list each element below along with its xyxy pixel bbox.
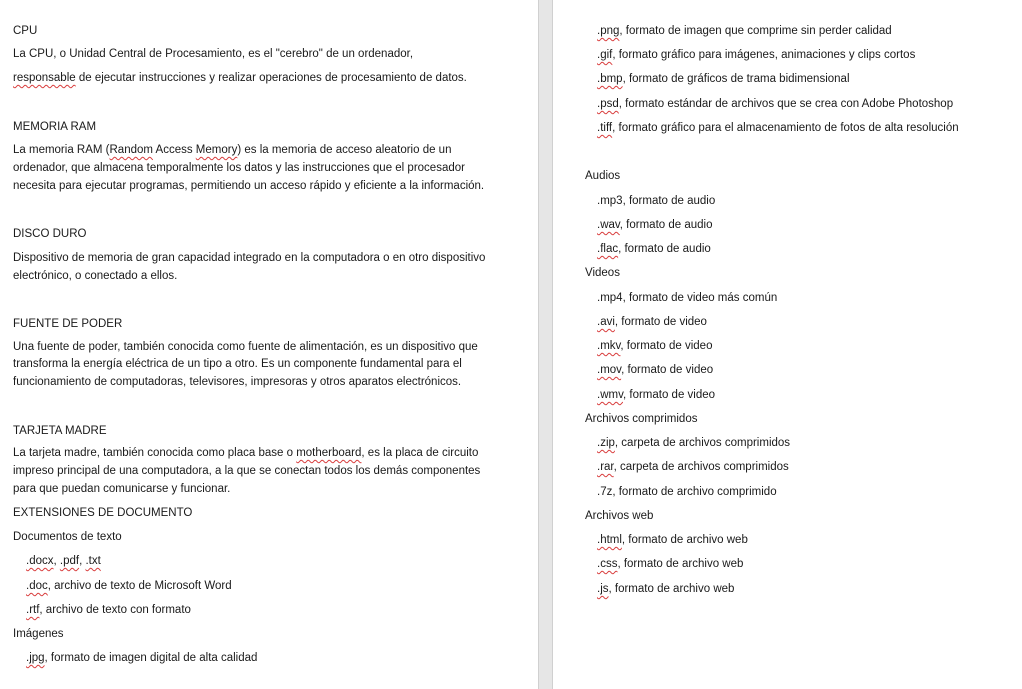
spelling-flag[interactable]: .wav	[597, 219, 620, 231]
spelling-flag[interactable]: .gif	[597, 49, 613, 61]
spelling-flag[interactable]: responsable	[13, 72, 76, 84]
css-line: .css, formato de archivo web	[597, 558, 744, 570]
cpu-text-line-2: responsable de ejecutar instrucciones y realizar operaciones de procesamiento de datos.	[13, 72, 467, 84]
doc-line: .doc, archivo de texto de Microsoft Word	[26, 580, 232, 592]
spelling-flag[interactable]: Random	[109, 144, 153, 156]
spelling-flag[interactable]: .png	[597, 25, 620, 37]
spelling-flag[interactable]: .txt	[85, 555, 101, 567]
audios-label: Audios	[585, 170, 621, 182]
mkv-line: .mkv, formato de video	[597, 340, 713, 352]
ram-text-line-1: La memoria RAM (Random Access Memory) es la memoria de acceso aleatorio de un	[13, 144, 452, 156]
disco-text-line-1: Dispositivo de memoria de gran capacidad integrado en la computadora o en otro dispositivo	[13, 252, 486, 264]
extensiones-heading: EXTENSIONES DE DOCUMENTO	[13, 507, 193, 519]
zip-line: .zip, carpeta de archivos comprimidos	[597, 437, 791, 449]
disco-text-line-2: electrónico, o conectado a ellos.	[13, 270, 178, 282]
wav-line: .wav, formato de audio	[597, 219, 713, 231]
bmp-line: .bmp, formato de gráficos de trama bidimensional	[597, 73, 850, 85]
ram-text-line-3: necesita para ejecutar programas, permitiendo un acceso rápido y eficiente a la información.	[13, 180, 485, 192]
rtf-line: .rtf, archivo de texto con formato	[26, 604, 191, 616]
spelling-flag[interactable]: .psd	[597, 98, 619, 110]
tiff-line: .tiff, formato gráfico para el almacenamiento de fotos de alta resolución	[597, 122, 959, 134]
spelling-flag[interactable]: motherboard	[296, 447, 362, 459]
tarjeta-text-line-2: impreso principal de una computadora, a la que se conectan todos los demás componentes	[13, 465, 481, 477]
spelling-flag[interactable]: .js	[597, 583, 609, 595]
ram-text-line-2: ordenador, que almacena temporalmente los datos y las instrucciones que el procesador	[13, 162, 465, 174]
disco-heading: DISCO DURO	[13, 228, 87, 240]
docs-label: Documentos de texto	[13, 531, 122, 543]
rar-line: .rar, carpeta de archivos comprimidos	[597, 461, 789, 473]
fuente-text-line-1: Una fuente de poder, también conocida como fuente de alimentación, es un dispositivo que	[13, 341, 478, 353]
spelling-flag[interactable]: .rtf	[26, 604, 40, 616]
spelling-flag[interactable]: .zip	[597, 437, 615, 449]
spelling-flag[interactable]: .css	[597, 558, 618, 570]
spelling-flag[interactable]: .flac	[597, 243, 619, 255]
spelling-flag[interactable]: .tiff	[597, 122, 613, 134]
spelling-flag[interactable]: .pdf	[59, 555, 80, 567]
flac-line: .flac, formato de audio	[597, 243, 711, 255]
html-line: .html, formato de archivo web	[597, 534, 748, 546]
spelling-flag[interactable]: .doc	[26, 580, 48, 592]
docs-line-1: .docx, .pdf, .txt	[26, 555, 101, 567]
mp3-line: .mp3, formato de audio	[597, 195, 716, 207]
fuente-text-line-2: transforma la energía eléctrica de un tipo a otro. Es un componente fundamental para el	[13, 358, 462, 370]
png-line: .png, formato de imagen que comprime sin perder calidad	[597, 25, 892, 37]
spelling-flag[interactable]: .wmv	[597, 389, 623, 401]
spelling-flag[interactable]: Memory	[195, 144, 238, 156]
cpu-text-line-1: La CPU, o Unidad Central de Procesamiento, es el "cerebro" de un ordenador,	[13, 48, 414, 60]
gif-line: .gif, formato gráfico para imágenes, animaciones y clips cortos	[597, 49, 916, 61]
mov-line: .mov, formato de video	[597, 364, 714, 376]
tarjeta-text-line-3: para que puedan comunicarse y funcionar.	[13, 483, 231, 495]
7z-line: .7z, formato de archivo comprimido	[597, 486, 777, 498]
fuente-text-line-3: funcionamiento de computadoras, televisores, impresoras y otros aparatos electrónicos.	[13, 376, 462, 388]
img-label: Imágenes	[13, 628, 64, 640]
cpu-heading: CPU	[13, 25, 38, 37]
comprimidos-label: Archivos comprimidos	[585, 413, 698, 425]
jpg-line: .jpg, formato de imagen digital de alta calidad	[26, 652, 258, 664]
spelling-flag[interactable]: .mkv	[597, 340, 621, 352]
spelling-flag[interactable]: .html	[597, 534, 622, 546]
tarjeta-heading: TARJETA MADRE	[13, 425, 107, 437]
spelling-flag[interactable]: .rar	[597, 461, 614, 473]
avi-line: .avi, formato de video	[597, 316, 707, 328]
spelling-flag[interactable]: .mov	[597, 364, 622, 376]
spelling-flag[interactable]: .avi	[597, 316, 615, 328]
fuente-heading: FUENTE DE PODER	[13, 318, 123, 330]
psd-line: .psd, formato estándar de archivos que se crea con Adobe Photoshop	[597, 98, 954, 110]
mp4-line: .mp4, formato de video más común	[597, 292, 778, 304]
js-line: .js, formato de archivo web	[597, 583, 735, 595]
videos-label: Videos	[585, 267, 620, 279]
spelling-flag[interactable]: .bmp	[597, 73, 623, 85]
page-gutter	[538, 0, 553, 689]
spelling-flag[interactable]: .docx	[26, 555, 54, 567]
tarjeta-text-line-1: La tarjeta madre, también conocida como placa base o motherboard, es la placa de circuito	[13, 447, 479, 459]
spelling-flag[interactable]: .jpg	[26, 652, 45, 664]
right-page	[553, 0, 1022, 689]
ram-heading: MEMORIA RAM	[13, 121, 97, 133]
wmv-line: .wmv, formato de video	[597, 389, 716, 401]
web-label: Archivos web	[585, 510, 654, 522]
